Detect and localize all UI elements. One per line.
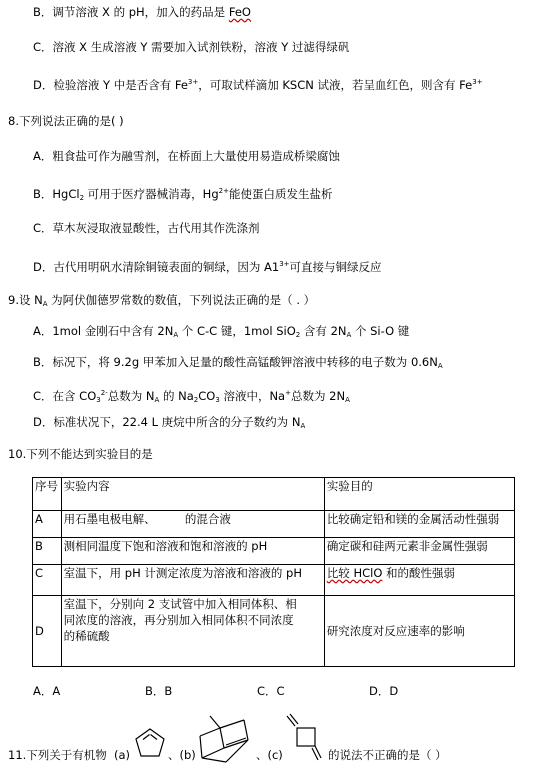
- q9-option-c: C．在含 $CO_3^{2-}$总数为 $N_A$ 的 $Na_2CO_3$ 溶液中，Na+总数为 $2N_A$: [33, 389, 350, 404]
- row-purpose: 确定碳和硅两元素非金属性强弱: [324, 538, 514, 565]
- row-content-line: 同浓度的溶液，再分别加入相同体积不同浓度: [63, 613, 294, 627]
- q7-option-d: D．检验溶液 Y 中是否含有 $Fe^{3+}$，可取试样滴加 KSCN 试液，若呈血红色，则含有 $Fe^{3+}$: [33, 78, 483, 92]
- row-content: 测相同温度下饱和溶液和饱和溶液的 pH: [61, 538, 324, 565]
- row-id: C: [33, 565, 62, 596]
- row-content-line: 室温下，分别向 2 支试管中加入相同体积、相: [63, 597, 297, 611]
- experiment-table: [32, 477, 515, 667]
- row-purpose: 比较确定铅和镁的金属活动性强弱: [324, 511, 514, 538]
- hclo-marked-text: 比较 HClO: [326, 566, 383, 580]
- feo-marked-text: FeO: [228, 5, 251, 19]
- q10-stem: 10.下列不能达到实验目的是: [8, 447, 153, 461]
- q9-stem: 9.设 $N_A$ 为阿伏伽德罗常数的数值，下列说法正确的是（ . ）: [8, 293, 316, 308]
- answer-option-d: D．D: [369, 684, 399, 698]
- q7-option-b: B．调节溶液 X 的 pH，加入的药品是 FeO: [33, 5, 251, 19]
- header-index: 序号: [33, 478, 62, 511]
- answer-option-b: B．B: [145, 684, 173, 698]
- dimethylenecyclobutane-structure: [283, 712, 325, 766]
- row-id: B: [33, 538, 62, 565]
- row-purpose: 研究浓度对反应速率的影响: [324, 596, 514, 667]
- cyclopentadiene-structure: [133, 725, 167, 763]
- row-content: [61, 596, 324, 667]
- row-purpose: 比较 HClO 和的酸性强弱: [324, 565, 514, 596]
- table-row: [33, 565, 515, 596]
- q11-label-a: (a): [114, 748, 131, 762]
- q8-option-d: D．古代用明矾水清除铜镜表面的铜绿，因为 $A1^{3+}$可直接与铜绿反应: [33, 260, 382, 274]
- table-header-row: [33, 478, 515, 511]
- header-purpose: 实验目的: [324, 478, 514, 511]
- q9-option-d: D．标准状况下，22.4 L 庚烷中所含的分子数约为 $N_A$: [33, 415, 306, 430]
- q10-answer-options: [33, 683, 473, 699]
- row-id: A: [33, 511, 62, 538]
- row-content: 用石墨电极电解、 的混合液: [61, 511, 324, 538]
- q11-label-b: 、(b): [168, 748, 196, 762]
- answer-option-c: C．C: [257, 684, 285, 698]
- table-row: [33, 538, 515, 565]
- q8-option-b: B．HgCl$_2$ 可用于医疗器械消毒，$Hg^{2+}$能使蛋白质发生盐析: [33, 187, 333, 202]
- q9-option-a: A．1mol 金刚石中含有 $2N_A$ 个 C-C 键，1mol SiO$_2$ 含有 $2N_A$ 个 Si-O 键: [33, 324, 410, 339]
- q8-option-c: C．草木灰浸取液显酸性，古代用其作洗涤剂: [33, 221, 260, 235]
- q11-stem-prefix: 11.下列关于有机物: [8, 748, 107, 762]
- table-row: [33, 596, 515, 667]
- q9-option-b: B．标况下，将 9.2g 甲苯加入足量的酸性高锰酸钾溶液中转移的电子数为 $0.6N_A$: [33, 355, 443, 370]
- q7-option-c: C．溶液 X 生成溶液 Y 需要加入试剂铁粉，溶液 Y 过滤得绿矾: [33, 40, 350, 54]
- row-id: D: [33, 596, 62, 667]
- row-content: 室温下，用 pH 计测定浓度为溶液和溶液的 pH: [61, 565, 324, 596]
- bicyclic-diene-structure: [196, 710, 254, 768]
- q8-option-a: A．粗食盐可作为融雪剂，在桥面上大量使用易造成桥梁腐蚀: [33, 149, 340, 163]
- row-content-line: 的稀硫酸: [63, 629, 110, 643]
- table-row: [33, 511, 515, 538]
- header-content: 实验内容: [61, 478, 324, 511]
- q8-stem: 8.下列说法正确的是( ): [8, 114, 124, 128]
- answer-option-a: A．A: [33, 684, 61, 698]
- q11-label-c: 、(c): [256, 748, 283, 762]
- q11-stem-suffix: 的说法不正确的是（ ）: [328, 748, 447, 762]
